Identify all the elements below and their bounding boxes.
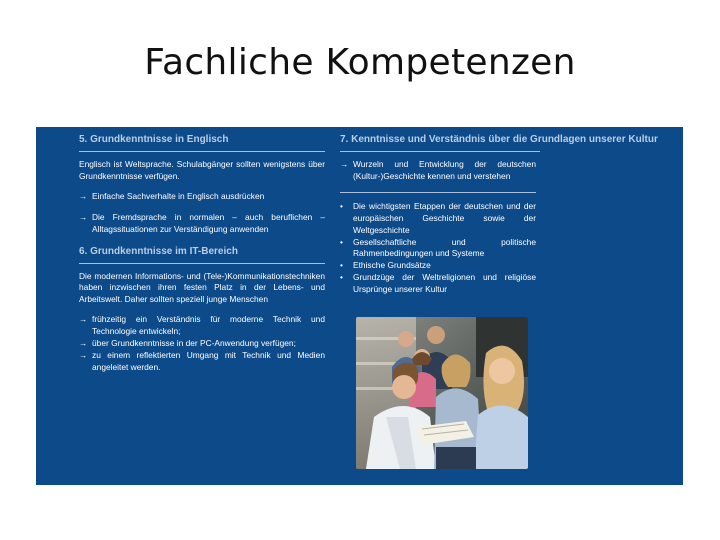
list-item-text: Gesellschaftliche und politische Rahmenbedingungen und Systeme xyxy=(353,236,536,259)
list-item xyxy=(79,212,325,236)
list-item xyxy=(340,237,536,261)
bullet-icon: • xyxy=(340,260,343,271)
list-item-text: Ethische Grundsätze xyxy=(353,260,431,271)
bullet-icon: • xyxy=(340,200,343,211)
arrow-icon: → xyxy=(79,211,88,222)
bullet-icon: • xyxy=(340,272,343,283)
arrow-icon: → xyxy=(340,159,349,169)
section-5-list xyxy=(79,191,325,236)
list-item-text: Wurzeln und Entwicklung der deutschen (Kultur-)Geschichte kennen und verstehen xyxy=(353,159,536,181)
list-item xyxy=(79,350,325,374)
list-item-text: Einfache Sachverhalte in Englisch ausdrücken xyxy=(92,190,265,201)
arrow-icon: → xyxy=(79,349,88,360)
list-item xyxy=(340,260,536,272)
left-column xyxy=(79,133,325,374)
list-item-text: Grundzüge der Weltreligionen und religiöse Ursprünge unserer Kultur xyxy=(353,272,536,295)
slide-title: Fachliche Kompetenzen xyxy=(144,42,576,83)
arrow-icon: → xyxy=(79,338,88,349)
divider xyxy=(340,192,536,193)
arrow-icon: → xyxy=(79,314,88,325)
list-item xyxy=(79,191,325,203)
list-item-text: Die wichtigsten Etappen der deutschen und der europäischen Geschichte sowie der Weltgeschichte xyxy=(353,200,536,235)
section-6-intro: Die modernen Informations- und (Tele-)Kommunikationstechniken haben inzwischen ihren festen Platz in der Lebens- und Arbeitswelt. Daher sollten speziell junge Menschen xyxy=(79,270,325,305)
list-item-text: frühzeitig ein Verständnis für moderne Technik und Technologie entwickeln; xyxy=(92,314,325,337)
list-item-text: über Grundkenntnisse in der PC-Anwendung verfügen; xyxy=(92,338,296,349)
section-6-list xyxy=(79,314,325,374)
section-6-heading: 6. Grundkenntnisse im IT-Bereich xyxy=(79,245,325,264)
bullet-icon: • xyxy=(340,236,343,247)
section-5-heading: 5. Grundkenntnisse in Englisch xyxy=(79,133,325,152)
section-7-bullet-list xyxy=(340,201,536,296)
list-item-text: Die Fremdsprache in normalen – auch beruflichen – Alltagssituationen zur Verständigung anwenden xyxy=(92,211,325,234)
students-photo xyxy=(356,317,528,469)
list-item xyxy=(79,314,325,338)
section-5-intro: Englisch ist Weltsprache. Schulabgänger sollten wenigstens über Grundkenntnisse verfügen. xyxy=(79,159,325,181)
right-column xyxy=(340,133,672,296)
list-item xyxy=(340,272,536,296)
content-panel xyxy=(36,127,683,485)
list-item xyxy=(340,159,536,183)
section-7-heading: 7. Kenntnisse und Verständnis über die Grundlagen unserer Kultur xyxy=(340,133,540,152)
section-7-arrow-list xyxy=(340,159,536,183)
list-item xyxy=(79,338,325,350)
list-item-text: zu einem reflektierten Umgang mit Technik und Medien angeleitet werden. xyxy=(92,349,325,372)
list-item xyxy=(340,201,536,237)
arrow-icon: → xyxy=(79,190,88,201)
